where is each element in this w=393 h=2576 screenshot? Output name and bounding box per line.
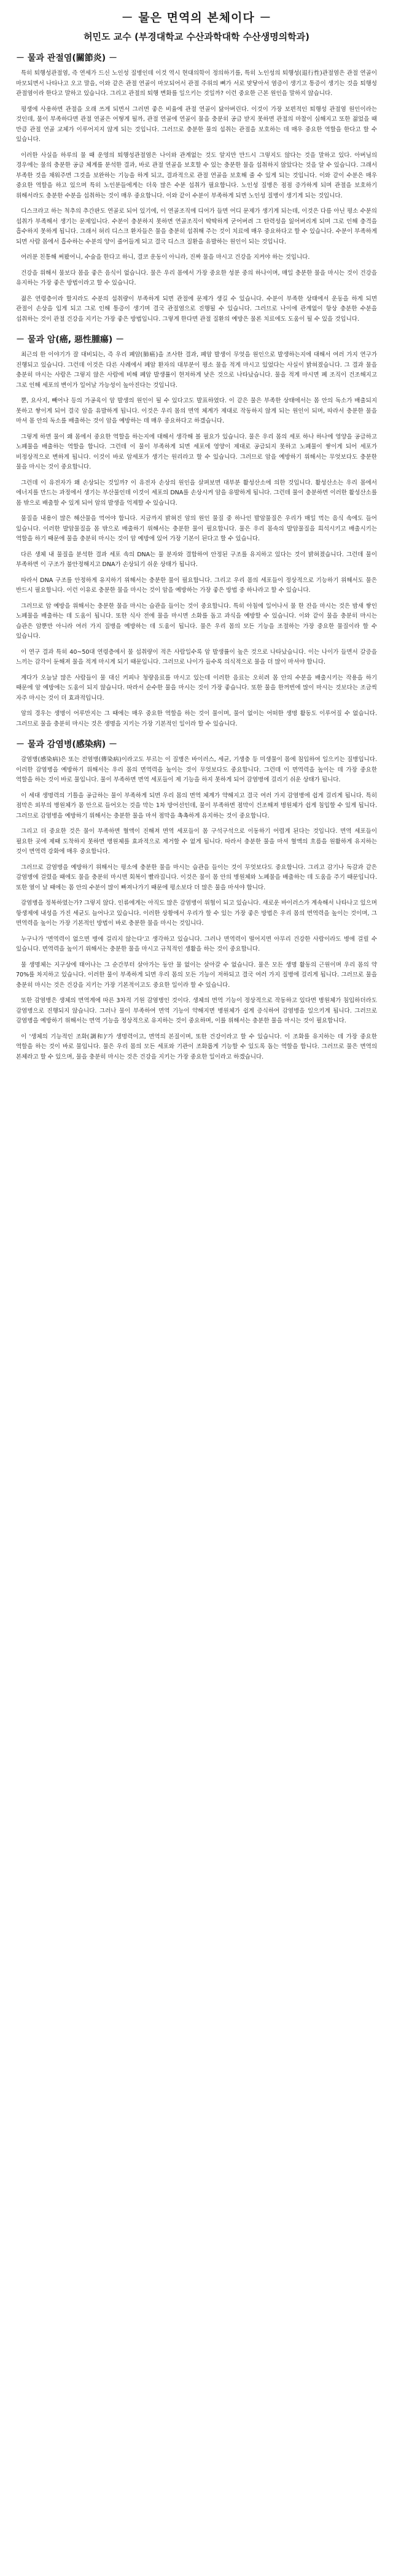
body-paragraph: 뿐, 요사지, 빼어나 등의 가공육이 암 발생의 원인이 될 수 있다고도 발표하였다. 이 같은 물은 부족한 상태에서는 몸 안의 독소가 배출되지 못하고 쌓이게 되어 결국 암을 유발하게 됩니다. 이것은 우리 몸의 면역 체계가 제대로 작동하지 않게 되는 원인이 되며, 따라서 충분한 물을 마셔 몸 안의 독소를 배출하는 것이 암을 예방하는 데 매우 중요하다고 하겠습니다. — [16, 397, 378, 424]
article-section — [16, 333, 377, 729]
body-paragraph: 감염병을 정복하였는가? 그렇지 않다. 인류에게는 아직도 많은 감염병이 위협이 되고 있습니다. 새로운 바이러스가 계속해서 나타나고 있으며 항생제에 내성을 가진 세균도 늘어나고 있습니다. 이러한 상황에서 우리가 할 수 있는 가장 좋은 방법은 우리 몸의 면역력을 높이는 것이며, 그 면역력을 높이는 가장 기본적인 방법이 바로 충분한 물을 마시는 것입니다. — [16, 900, 377, 927]
body-paragraph: 따라서 DNA 구조를 안정하게 유지하기 위해서는 충분한 물이 필요합니다. 그리고 우리 몸의 세포들이 정상적으로 기능하기 위해서도 물은 반드시 필요합니다. 이런 이유로 충분한 물을 마시는 것이 암을 예방하는 가장 좋은 방법 중 하나라고 할 수 있습니다. — [16, 577, 377, 594]
body-paragraph: 계다가 오늘날 많은 사람들이 물 대신 커피나 청량음료를 마시고 있는데 이러한 음료는 오히려 몸 안의 수분을 배출시키는 작용을 하기 때문에 암 예방에는 도움이 되지 않습니다. 따라서 순수한 물을 마시는 것이 가장 좋습니다. 또한 물을 한꺼번에 많이 마시는 것보다는 조금씩 자주 마시는 것이 더 효과적입니다. — [16, 674, 377, 702]
body-paragraph: 젊은 연령층이라 할지라도 수분의 섭취량이 부족하게 되면 관절에 문제가 생길 수 있습니다. 수분이 부족한 상태에서 운동을 하게 되면 관절이 손상을 입게 되고 그로 인해 통증이 생기며 결국 관절염으로 진행될 수 있습니다. 그러므로 나이에 관계없이 항상 충분한 수분을 섭취하는 것이 관절 건강을 지키는 가장 좋은 방법입니다. 그렇게 한다면 관절 질환의 예방은 물론 치료에도 도움이 될 수 있을 것입니다. — [16, 295, 377, 323]
body-paragraph: 이러한 사실을 하루의 물 때 운영의 퇴행성관절염은 나이와 관계없는 것도 알지만 만드시 그렇지도 않다는 것을 말하고 있다. 아버님의 경우에는 물의 충분한 공급 체계를 분석한 결과, 바로 관절 연골을 보호할 수 있는 충분한 물을 섭취하지 않았다는 것을 알 수 있습니다. 그래서 부족한 것을 채워주면 그것을 보완하는 기능을 하게 되고, 결과적으로 관절 연골을 보호해 줄 수 있게 되는 것입니다. 이와 같이 수분은 매우 중요한 역할을 하고 있으며 특히 노인분들에게는 더욱 많은 수분 섭취가 필요합니다. 노인성 질병은 점점 증가하게 되며 관절을 보호하기 위해서라도 충분한 수분을 섭취하는 것이 매우 중요합니다. 이와 같이 수분이 부족하게 되면 노인성 질병이 생기게 되는 것입니다. — [16, 151, 378, 199]
body-paragraph: 물 생명체는 지구상에 태어나는 그 순간부터 살아가는 동안 물 없이는 살아갈 수 없습니다. 물은 모든 생명 활동의 근원이며 우리 몸의 약 70%를 차지하고 있습니다. 이러한 물이 부족하게 되면 우리 몸의 모든 기능이 저하되고 결국 여러 가지 질병에 걸리게 됩니다. 그러므로 물을 충분히 마시는 것은 건강을 지키는 가장 기본적이고도 중요한 일이라 할 수 있습니다. — [16, 961, 377, 989]
body-paragraph: 그렇게 하면 물이 왜 몸에서 중요한 역할을 하는지에 대해서 생각해 볼 필요가 있습니다. 물은 우리 몸의 세포 하나 하나에 영양을 공급하고 노폐물을 배출하는 역할을 합니다. 그런데 이 물이 부족하게 되면 세포에 영양이 제대로 공급되지 못하고 노폐물이 쌓이게 되어 세포가 비정상적으로 변하게 됩니다. 이것이 바로 암세포가 생기는 원리라고 할 수 있습니다. 그러므로 암을 예방하기 위해서는 무엇보다도 충분한 물을 마시는 것이 중요합니다. — [16, 433, 377, 470]
body-paragraph: 물질을 내용이 많은 해산물을 먹어야 합니다. 지금까지 밝혀진 암의 원인 물질 중 하나인 발암물질은 우리가 매일 먹는 음식 속에도 들어 있습니다. 이러한 발암물질을 몸 밖으로 배출하기 위해서는 충분한 물이 필요합니다. 물은 우리 몸속의 발암물질을 희석시키고 배출시키는 역할을 하기 때문에 물을 충분히 마시는 것이 암 예방에 있어 가장 기본이 된다고 할 수 있습니다. — [16, 515, 377, 542]
body-paragraph: 디스크라고 하는 척추의 추간판도 연골로 되어 있기에, 이 연골조직에 디어가 들면 어디 문제가 생기게 되는데, 이것은 다름 아닌 평소 수분의 섭취가 부족해서 생기는 문제입니다. 수분이 충분하지 못하면 연골조직이 딱딱하게 굳어버려 그 탄력성을 잃어버리게 되며 그로 인해 충격을 흡수하지 못하게 됩니다. 그래서 허리 디스크 환자들은 물을 충분히 섭취해 주는 것이 치료에 매우 중요하다고 할 수 있습니다. 수분이 부족하게 되면 사람 몸에서 흡수하는 수분의 양이 줄어들게 되고 결국 디스크 질환을 유발하는 원인이 되는 것입니다. — [16, 208, 377, 245]
article-body — [16, 52, 377, 1062]
body-paragraph: 암의 경우는 생명이 어루만지는 그 때에는 매우 중요한 역할을 하는 것이 물이며, 물이 없이는 어떠한 생명 활동도 이루어질 수 없습니다. 그러므로 물을 충분히 마시는 것은 생명을 지키는 가장 기본적인 일이라 할 수 있습니다. — [16, 710, 377, 727]
body-paragraph: 건강을 위해서 물보다 몸을 좋은 음식이 없습니다. 물은 우리 몸에서 가장 중요한 성분 중의 하나이며, 매일 충분한 물을 마시는 것이 건강을 유지하는 가장 좋은 방법이라고 할 수 있습니다. — [16, 269, 377, 286]
section-heading: － 물과 관절염(關節炎) － — [16, 53, 118, 63]
body-paragraph: 그러므로 감염병을 예방하기 위해서는 평소에 충분한 물을 마시는 습관을 들이는 것이 무엇보다도 중요합니다. 그리고 감기나 독감과 같은 감염병에 걸렸을 때에도 물을 충분히 마시면 회복이 빨라집니다. 이것은 물이 몸 안의 병원체와 노폐물을 배출하는 데 도움을 주기 때문입니다. 또한 열이 날 때에는 몸 안의 수분이 많이 빠져나가기 때문에 평소보다 더 많은 물을 마셔야 합니다. — [16, 864, 377, 891]
article-section — [16, 52, 377, 324]
body-paragraph: 그런데 이 유전자가 왜 손상되는 것일까? 이 유전자 손상의 원인을 살펴보면 대부분 활성산소에 의한 것입니다. 활성산소는 우리 몸에서 에너지를 만드는 과정에서 생기는 부산물인데 이것이 세포의 DNA를 손상시켜 암을 유발하게 됩니다. 그런데 물이 충분하면 이러한 활성산소를 몸 밖으로 배출할 수 있게 되어 암의 발생을 억제할 수 있습니다. — [16, 479, 377, 507]
body-paragraph: 평생에 사용하면 관절을 오래 쓰게 되면서 그러면 좋은 비율에 관절 연골이 닳아버린다. 이것이 가장 보편적인 퇴행성 관절염 원인이라는 것인데, 물이 부족하다면 관절 연골은 어떻게 될까, 관절 연골에 연골이 물을 충분히 공급 받지 못하면 관절의 마찰이 심해지고 또한 젊었을 때 만큼 관절 연골 교체가 이루어지지 않게 되는 것입니다. 그러므로 충분한 물의 섭취는 관절을 보호하는 데 매우 중요한 역할을 한다고 할 수 있습니다. — [16, 105, 377, 143]
article-title: － 물은 면역의 본체이다 － — [121, 11, 272, 25]
body-paragraph: 여러분 친통해 써봤어니, 수술을 한다고 하니, 결코 운동이 아니라, 진짜 물을 마시고 건강을 지켜야 하는 것입니다. — [21, 254, 310, 261]
body-paragraph: 최근의 한 이야기가 잘 대비되는, 즉 우리 폐암(肺癌)을 조사한 결과, 폐암 발생이 무엇을 원인으로 발생하는지에 대해서 여러 가지 연구가 진행되고 있습니다. 그런데 이것은 다른 사례에서 폐암 환자의 대부분이 평소 물을 적게 마시고 있었다는 사실이 밝혀졌습니다. 그 결과 물을 충분히 마시는 사람은 그렇지 않은 사람에 비해 폐암 발생률이 현저하게 낮은 것으로 나타났습니다. 물을 적게 마시면 폐 조직이 건조해지고 그로 인해 세포의 변이가 일어날 가능성이 높아진다는 것입니다. — [16, 351, 377, 389]
body-paragraph: 감염병(感染病)은 또는 전염병(傳染病)이라고도 부르는 이 질병은 바이러스, 세균, 기생충 등 미생물이 몸에 침입하여 일으키는 질병입니다. 이러한 감염병을 예방하기 위해서는 우리 몸의 면역력을 높이는 것이 무엇보다도 중요합니다. 그런데 이 면역력을 높이는 데 가장 중요한 역할을 하는 것이 바로 물입니다. 물이 부족하면 면역 세포들이 제 기능을 하지 못하게 되어 감염병에 걸리기 쉬운 상태가 됩니다. — [16, 756, 377, 783]
body-paragraph: 특히 퇴행성관절염, 즉 연세가 드신 노인성 질병인데 이것 역시 현대의학이 정의하기를, 특히 노인성의 퇴행성(退行性)관절염은 관절 연골이 마모되면서 나타나고 오고 말을, 이와 같은 관절 연골이 마모되어서 관절 주위의 뼈가 서로 맞닿아서 염증이 생기고 통증이 생기는 것을 퇴행성 관절염이라 한다고 말하고 있습니다. 그리고 관절의 퇴행 변화를 일으키는 것일까? 이런 중요한 근본 원인을 말하지 않습니다. — [16, 70, 377, 97]
body-paragraph: 누구나가 '면역력이 없으면 병에 걸리지 않는다'고 생각하고 있습니다. 그러나 면역력이 떨어지면 아무리 건강한 사람이라도 병에 걸릴 수 있습니다. 면역력을 높이기 위해서는 충분한 물을 마시고 규칙적인 생활을 하는 것이 중요합니다. — [16, 935, 377, 953]
body-paragraph: 그리고 더 중요한 것은 물이 부족하면 혈액이 진해져 면역 세포들이 몸 구석구석으로 이동하기 어렵게 된다는 것입니다. 면역 세포들이 필요한 곳에 제때 도착하지 못하면 병원체를 효과적으로 제거할 수 없게 됩니다. 따라서 충분한 물을 마셔 혈액의 흐름을 원활하게 유지하는 것이 면역력 강화에 매우 중요합니다. — [16, 828, 377, 855]
article-section — [16, 738, 377, 1062]
article-author: 허민도 교수 (부경대학교 수산과학대학 수산생명의학과) — [84, 31, 309, 42]
body-paragraph: 이 세대 생명력의 기틀을 공급하는 물이 부족하게 되면 우리 몸의 면역 체계가 약해지고 결국 여러 가지 감염병에 쉽게 걸리게 됩니다. 특히 점막은 외부의 병원체가 몸 안으로 들어오는 것을 막는 1차 방어선인데, 물이 부족하면 점막이 건조해져 병원체가 쉽게 침입할 수 있게 됩니다. 그러므로 감염병을 예방하기 위해서는 충분한 물을 마셔 점막을 촉촉하게 유지하는 것이 중요합니다. — [16, 792, 377, 819]
section-heading: － 물과 감염병(感染病) － — [16, 740, 118, 749]
body-paragraph: 또한 감염병은 생체의 면역계에 따른 3차적 기원 감염병인 것이다. 생체의 면역 기능이 정상적으로 작동하고 있다면 병원체가 침입하더라도 감염병으로 진행되지 않습니다. 그러나 물이 부족하여 면역 기능이 약해지면 병원체가 쉽게 증식하여 감염병을 일으키게 됩니다. 그러므로 감염병을 예방하기 위해서는 면역 기능을 정상적으로 유지하는 것이 중요하며, 이를 위해서는 충분한 물을 마시는 것이 필요합니다. — [16, 997, 377, 1024]
body-paragraph: 이 '생체의 기능적인 조화(調和)'가 생명력이고, 면역의 본질이며, 또한 건강이라고 할 수 있습니다. 이 조화를 유지하는 데 가장 중요한 역할을 하는 것이 바로 물입니다. 물은 우리 몸의 모든 세포와 기관이 조화롭게 기능할 수 있도록 돕는 역할을 합니다. 그러므로 물은 면역의 본체라고 할 수 있으며, 물을 충분히 마시는 것은 건강을 지키는 가장 중요한 일이라고 하겠습니다. — [16, 1033, 377, 1060]
body-paragraph: 이 연구 결과 특히 40~50대 연령층에서 물 섭취량이 적은 사람일수록 암 발생률이 높은 것으로 나타났습니다. 이는 나이가 들면서 갈증을 느끼는 감각이 둔해져 물을 적게 마시게 되기 때문입니다. 그러므로 나이가 들수록 의식적으로 물을 더 많이 마셔야 합니다. — [16, 648, 377, 665]
section-heading: － 물과 암(癌, 惡性腫瘍) － — [16, 335, 125, 345]
body-paragraph: 다른 생체 내 물질을 분석한 결과 세포 속의 DNA는 물 분자와 결합하여 안정된 구조를 유지하고 있다는 것이 밝혀졌습니다. 그런데 물이 부족하면 이 구조가 불안정해지고 DNA가 손상되기 쉬운 상태가 됩니다. — [16, 551, 377, 568]
body-paragraph: 그러므로 암 예방을 위해서는 충분한 물을 마시는 습관을 들이는 것이 중요합니다. 특히 아침에 일어나서 물 한 잔을 마시는 것은 밤새 쌓인 노폐물을 배출하는 데 도움이 됩니다. 또한 식사 전에 물을 마시면 소화를 돕고 과식을 예방할 수 있습니다. 이와 같이 물을 충분히 마시는 습관은 암뿐만 아니라 여러 가지 질병을 예방하는 데 도움이 됩니다. 물은 우리 몸의 모든 기능을 조절하는 가장 중요한 물질이라 할 수 있습니다. — [16, 602, 377, 640]
